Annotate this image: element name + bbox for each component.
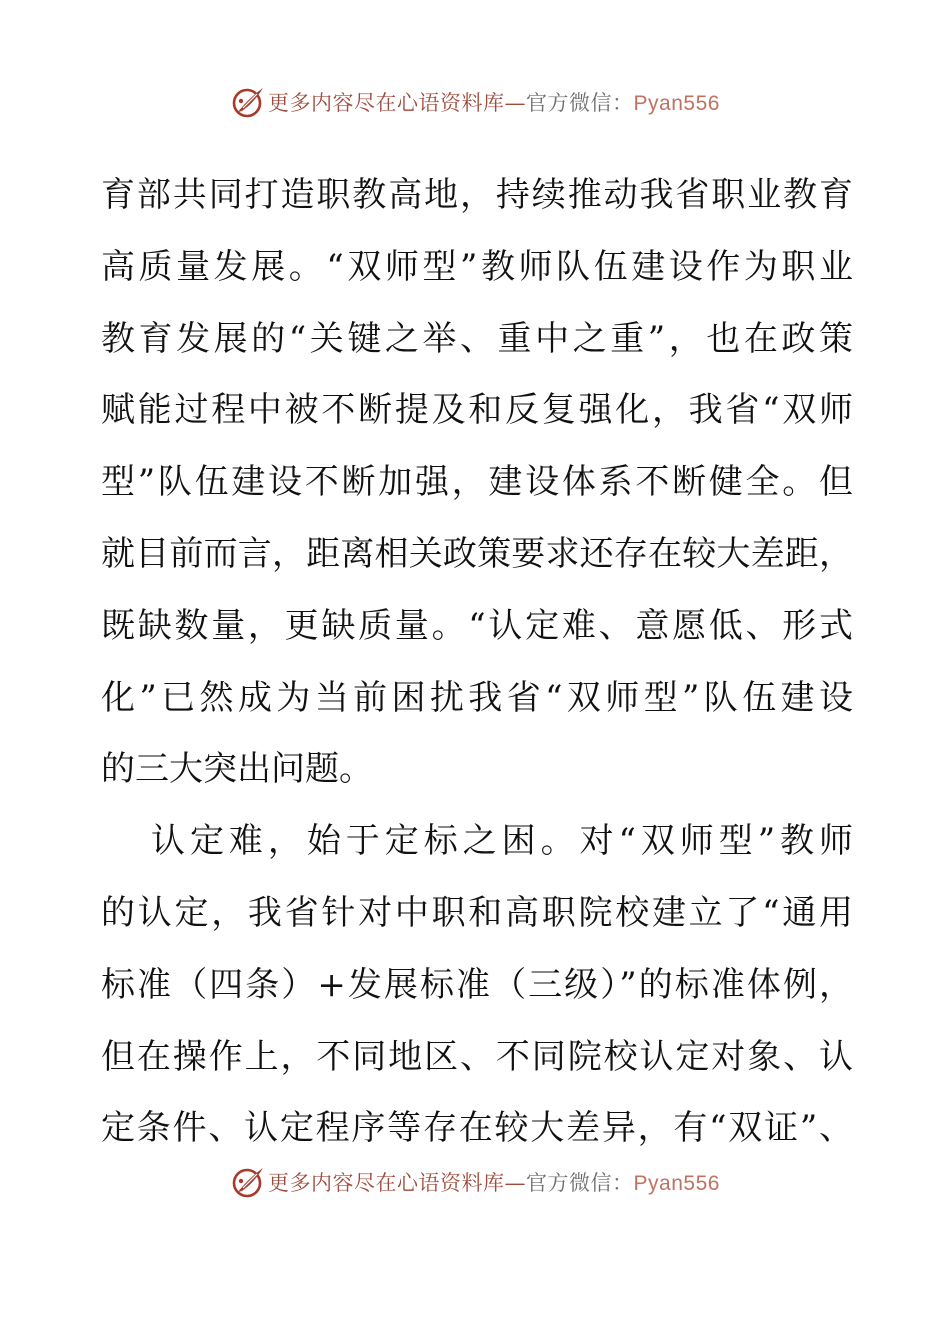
body-line-paragraph-start: 认定难，始于定标之困。对“双师型”教师 xyxy=(151,821,853,862)
quill-logo-icon xyxy=(230,1164,266,1200)
body-line: 既缺数量，更缺质量。“认定难、意愿低、形式 xyxy=(101,605,853,646)
body-line: 就目前而言，距离相关政策要求还存在较大差距， xyxy=(101,533,853,574)
footer-brand: 更多内容尽在心语资料库— xyxy=(268,1171,527,1195)
header-wechat-id: Pyan556 xyxy=(633,92,720,115)
body-line: 育部共同打造职教高地，持续推动我省职业教育 xyxy=(101,175,853,215)
body-line: 高质量发展。“双师型”教师队伍建设作为职业 xyxy=(101,246,853,287)
body-line: 的三大突出问题。 xyxy=(101,749,373,790)
header-watermark xyxy=(0,82,950,122)
header-brand: 更多内容尽在心语资料库— xyxy=(268,91,527,115)
document-body xyxy=(101,160,853,1165)
body-line: 赋能过程中被不断提及和反复强化，我省“双师 xyxy=(101,390,853,431)
body-line: 标准（四条）+发展标准（三级）”的标准体例， xyxy=(101,964,853,1005)
body-line: 但在操作上，不同地区、不同院校认定对象、认 xyxy=(101,1036,853,1077)
header-wechat-label: 官方微信： xyxy=(526,91,634,115)
footer-wechat-label: 官方微信： xyxy=(526,1171,634,1195)
header-watermark-text xyxy=(268,87,720,117)
quill-logo-icon xyxy=(230,84,266,120)
body-line: 的认定，我省针对中职和高职院校建立了“通用 xyxy=(101,892,853,933)
footer-watermark-text xyxy=(268,1167,720,1197)
body-line: 型”队伍建设不断加强，建设体系不断健全。但 xyxy=(101,462,853,503)
body-line: 化”已然成为当前困扰我省“双师型”队伍建设 xyxy=(101,677,853,718)
footer-watermark xyxy=(0,1162,950,1202)
footer-wechat-id: Pyan556 xyxy=(633,1172,720,1195)
body-line: 定条件、认定程序等存在较大差异，有“双证”、 xyxy=(101,1108,853,1149)
body-line: 教育发展的“关键之举、重中之重”，也在政策 xyxy=(101,318,853,359)
